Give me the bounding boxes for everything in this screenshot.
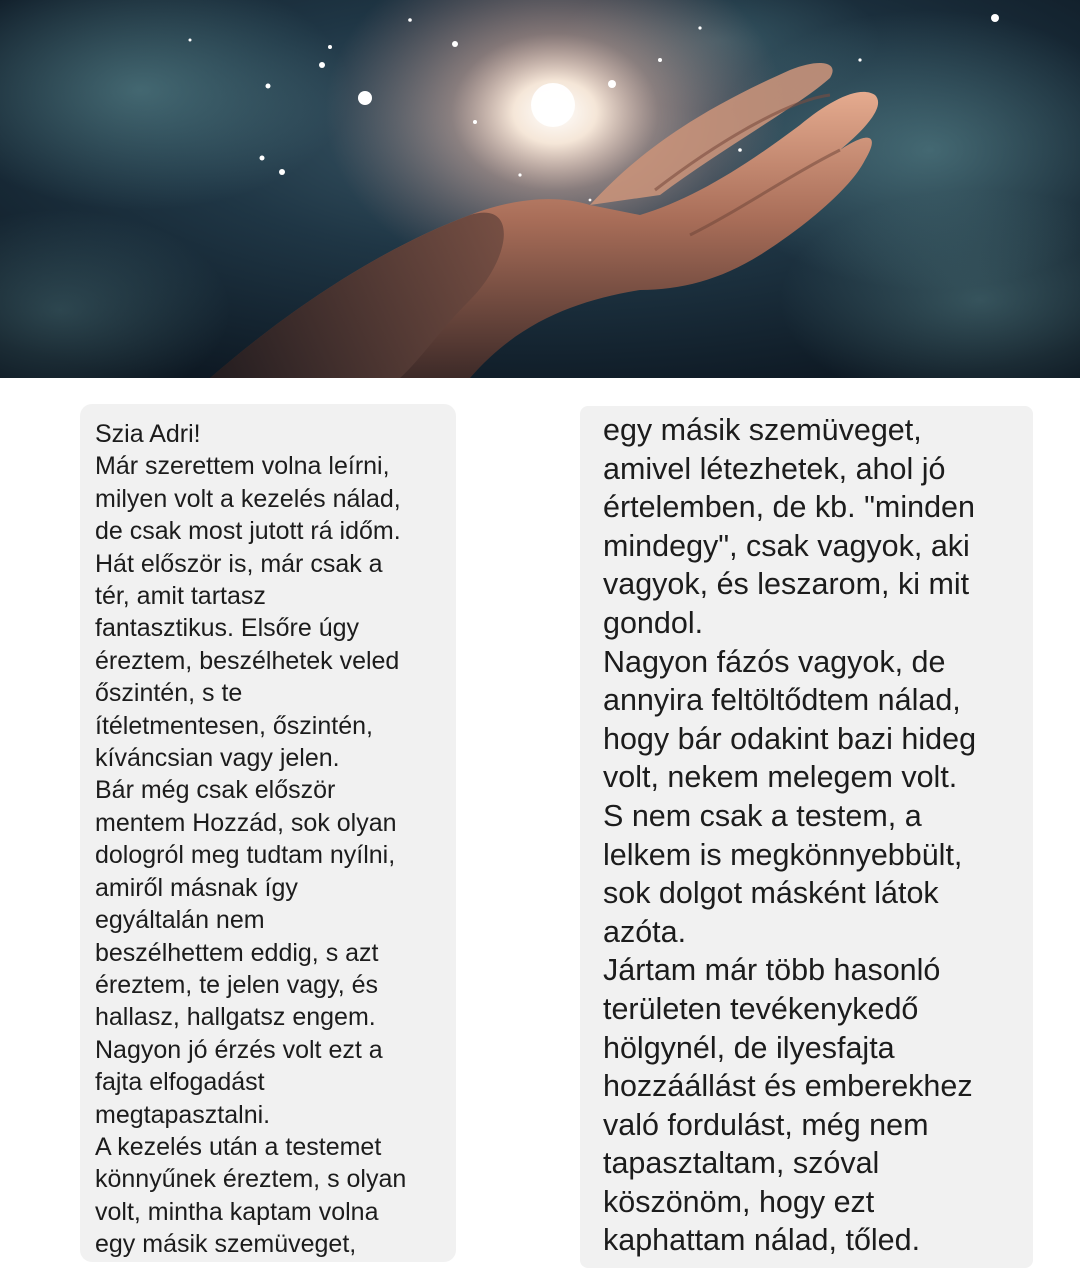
message-line: hogy bár odakint bazi hideg [603, 721, 977, 756]
message-line: kaphattam nálad, tőled. [603, 1223, 921, 1258]
message-line: de csak most jutott rá időm. [95, 517, 401, 546]
message-line: egy másik szemüveget, [95, 1230, 357, 1259]
message-bubble-right [580, 406, 1033, 1268]
message-line: amivel létezhetek, ahol jó [603, 451, 946, 486]
message-line: milyen volt a kezelés nálad, [95, 484, 401, 513]
message-line: Jártam már több hasonló [603, 953, 941, 988]
message-line: Hát először is, már csak a [95, 549, 383, 578]
message-line: hallasz, hallgatsz engem. [95, 1003, 376, 1032]
message-line: dologról meg tudtam nyílni, [95, 841, 396, 870]
message-line: Már szerettem volna leírni, [95, 452, 390, 481]
message-line: való fordulást, még nem [603, 1107, 929, 1142]
message-line: volt, mintha kaptam volna [95, 1197, 379, 1226]
message-line: mindegy", csak vagyok, aki [603, 528, 970, 563]
message-line: egy másik szemüveget, [603, 413, 922, 447]
message-line: őszintén, s te [95, 679, 243, 708]
message-line: hölgynél, de ilyesfajta [603, 1030, 895, 1065]
message-line: azóta. [603, 914, 687, 949]
message-line: mentem Hozzád, sok olyan [95, 808, 397, 837]
message-line: fajta elfogadást [95, 1068, 265, 1097]
message-line: gondol. [603, 605, 704, 640]
message-line: köszönöm, hogy ezt [603, 1184, 875, 1219]
message-line: beszélhettem eddig, s azt [95, 938, 379, 967]
message-line: tér, amit tartasz [95, 582, 266, 611]
message-bubble-left [80, 404, 456, 1262]
message-line: megtapasztalni. [95, 1100, 271, 1129]
message-line: hozzáállást és emberekhez [603, 1069, 973, 1104]
message-line: S nem csak a testem, a [603, 798, 922, 833]
message-line: Nagyon jó érzés volt ezt a [95, 1035, 383, 1064]
message-line: vagyok, és leszarom, ki mit [603, 567, 970, 602]
message-line: Nagyon fázós vagyok, de [603, 644, 946, 679]
message-line: volt, nekem melegem volt. [603, 760, 958, 795]
message-line: könnyűnek éreztem, s olyan [95, 1165, 407, 1194]
message-line: annyira feltöltődtem nálad, [603, 683, 961, 718]
message-line: Bár még csak először [95, 776, 336, 805]
message-line: Szia Adri! [95, 420, 201, 448]
message-line: tapasztaltam, szóval [603, 1146, 880, 1181]
message-line: kíváncsian vagy jelen. [95, 744, 340, 773]
message-line: A kezelés után a testemet [95, 1132, 382, 1161]
message-line: lelkem is megkönnyebbült, [603, 837, 963, 872]
message-line: értelemben, de kb. "minden [603, 490, 975, 525]
message-line: éreztem, te jelen vagy, és [95, 970, 379, 999]
message-line: ítéletmentesen, őszintén, [95, 711, 373, 740]
message-line: éreztem, beszélhetek veled [95, 646, 400, 675]
hero-illustration [0, 0, 1080, 378]
message-line: amiről másnak így [95, 873, 298, 902]
cosmic-glowing-hand-image [0, 0, 1080, 378]
message-line: fantasztikus. Elsőre úgy [95, 614, 360, 643]
message-line: sok dolgot másként látok [603, 876, 939, 911]
message-line: területen tevékenykedő [603, 991, 919, 1026]
message-line: egyáltalán nem [95, 906, 265, 935]
